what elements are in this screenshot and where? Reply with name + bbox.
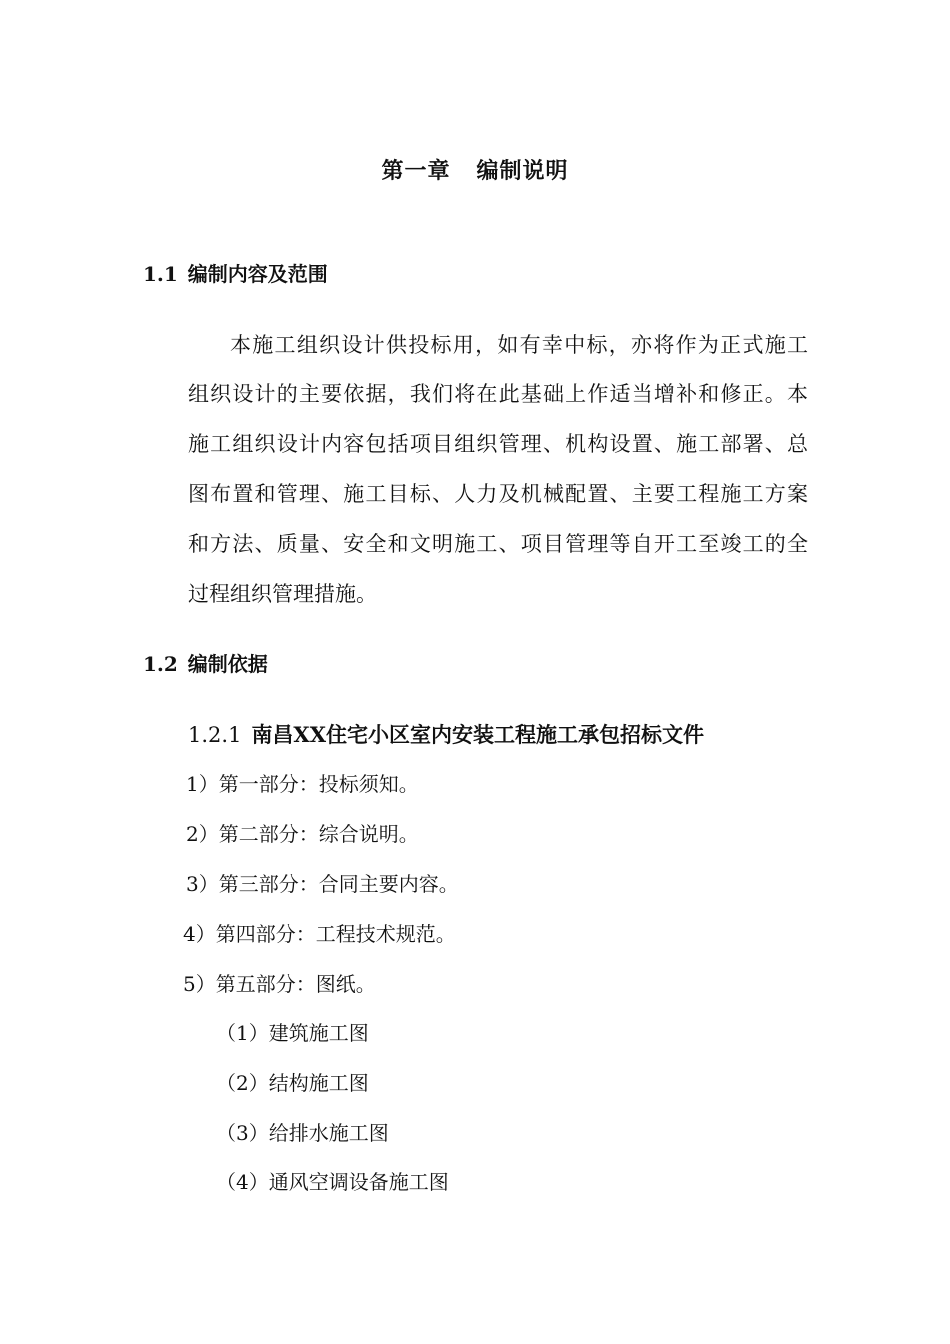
subsection-number: 1.2.1	[188, 723, 242, 747]
paragraph-line: 过程组织管理措施。	[188, 582, 377, 606]
drawing-item	[216, 1123, 389, 1143]
drawing-marker: （3）	[216, 1121, 269, 1145]
drawing-marker: （2）	[216, 1071, 269, 1095]
list-text: 第三部分：合同主要内容。	[218, 872, 459, 896]
subsection-heading-1-2-1	[188, 724, 704, 746]
drawing-item	[216, 1023, 369, 1043]
section-title: 编制内容及范围	[187, 262, 328, 286]
paragraph-line: 施工组织设计内容包括项目组织管理、机构设置、施工部署、总	[188, 432, 808, 456]
list-text: 第二部分：综合说明。	[218, 822, 419, 846]
section-number: 1.2	[143, 652, 178, 676]
list-text: 第四部分：工程技术规范。	[215, 922, 456, 946]
list-text: 第五部分：图纸。	[215, 972, 376, 996]
drawing-text: 给排水施工图	[268, 1121, 389, 1145]
list-text: 第一部分：投标须知。	[218, 772, 419, 796]
drawing-marker: （1）	[216, 1021, 269, 1045]
paragraph-line: 本施工组织设计供投标用，如有幸中标，亦将作为正式施工	[230, 333, 808, 357]
list-item	[186, 874, 459, 894]
drawing-item	[216, 1073, 369, 1093]
list-item	[183, 924, 456, 944]
list-marker: 5）	[183, 972, 216, 996]
list-item	[183, 974, 376, 994]
subsection-title: 南昌XX住宅小区室内安装工程施工承包招标文件	[251, 722, 705, 747]
paragraph-line: 和方法、质量、安全和文明施工、项目管理等自开工至竣工的全	[188, 532, 808, 556]
section-number: 1.1	[143, 262, 178, 286]
drawing-marker: （4）	[216, 1170, 269, 1194]
paragraph-line: 图布置和管理、施工目标、人力及机械配置、主要工程施工方案	[188, 482, 808, 506]
chapter-title	[0, 160, 950, 182]
list-item	[186, 824, 419, 844]
list-marker: 4）	[183, 922, 216, 946]
chapter-label: 第一章	[381, 158, 451, 184]
list-marker: 2）	[186, 822, 219, 846]
chapter-name: 编制说明	[476, 158, 569, 184]
section-heading-1-1	[143, 264, 328, 284]
section-heading-1-2	[143, 654, 268, 674]
drawing-text: 建筑施工图	[268, 1021, 369, 1045]
list-marker: 3）	[186, 872, 219, 896]
paragraph-line: 组织设计的主要依据，我们将在此基础上作适当增补和修正。本	[188, 382, 808, 406]
list-item	[186, 774, 419, 794]
drawing-item	[216, 1172, 449, 1192]
drawing-text: 结构施工图	[268, 1071, 369, 1095]
section-title: 编制依据	[187, 652, 268, 676]
list-marker: 1）	[186, 772, 219, 796]
drawing-text: 通风空调设备施工图	[268, 1170, 449, 1194]
